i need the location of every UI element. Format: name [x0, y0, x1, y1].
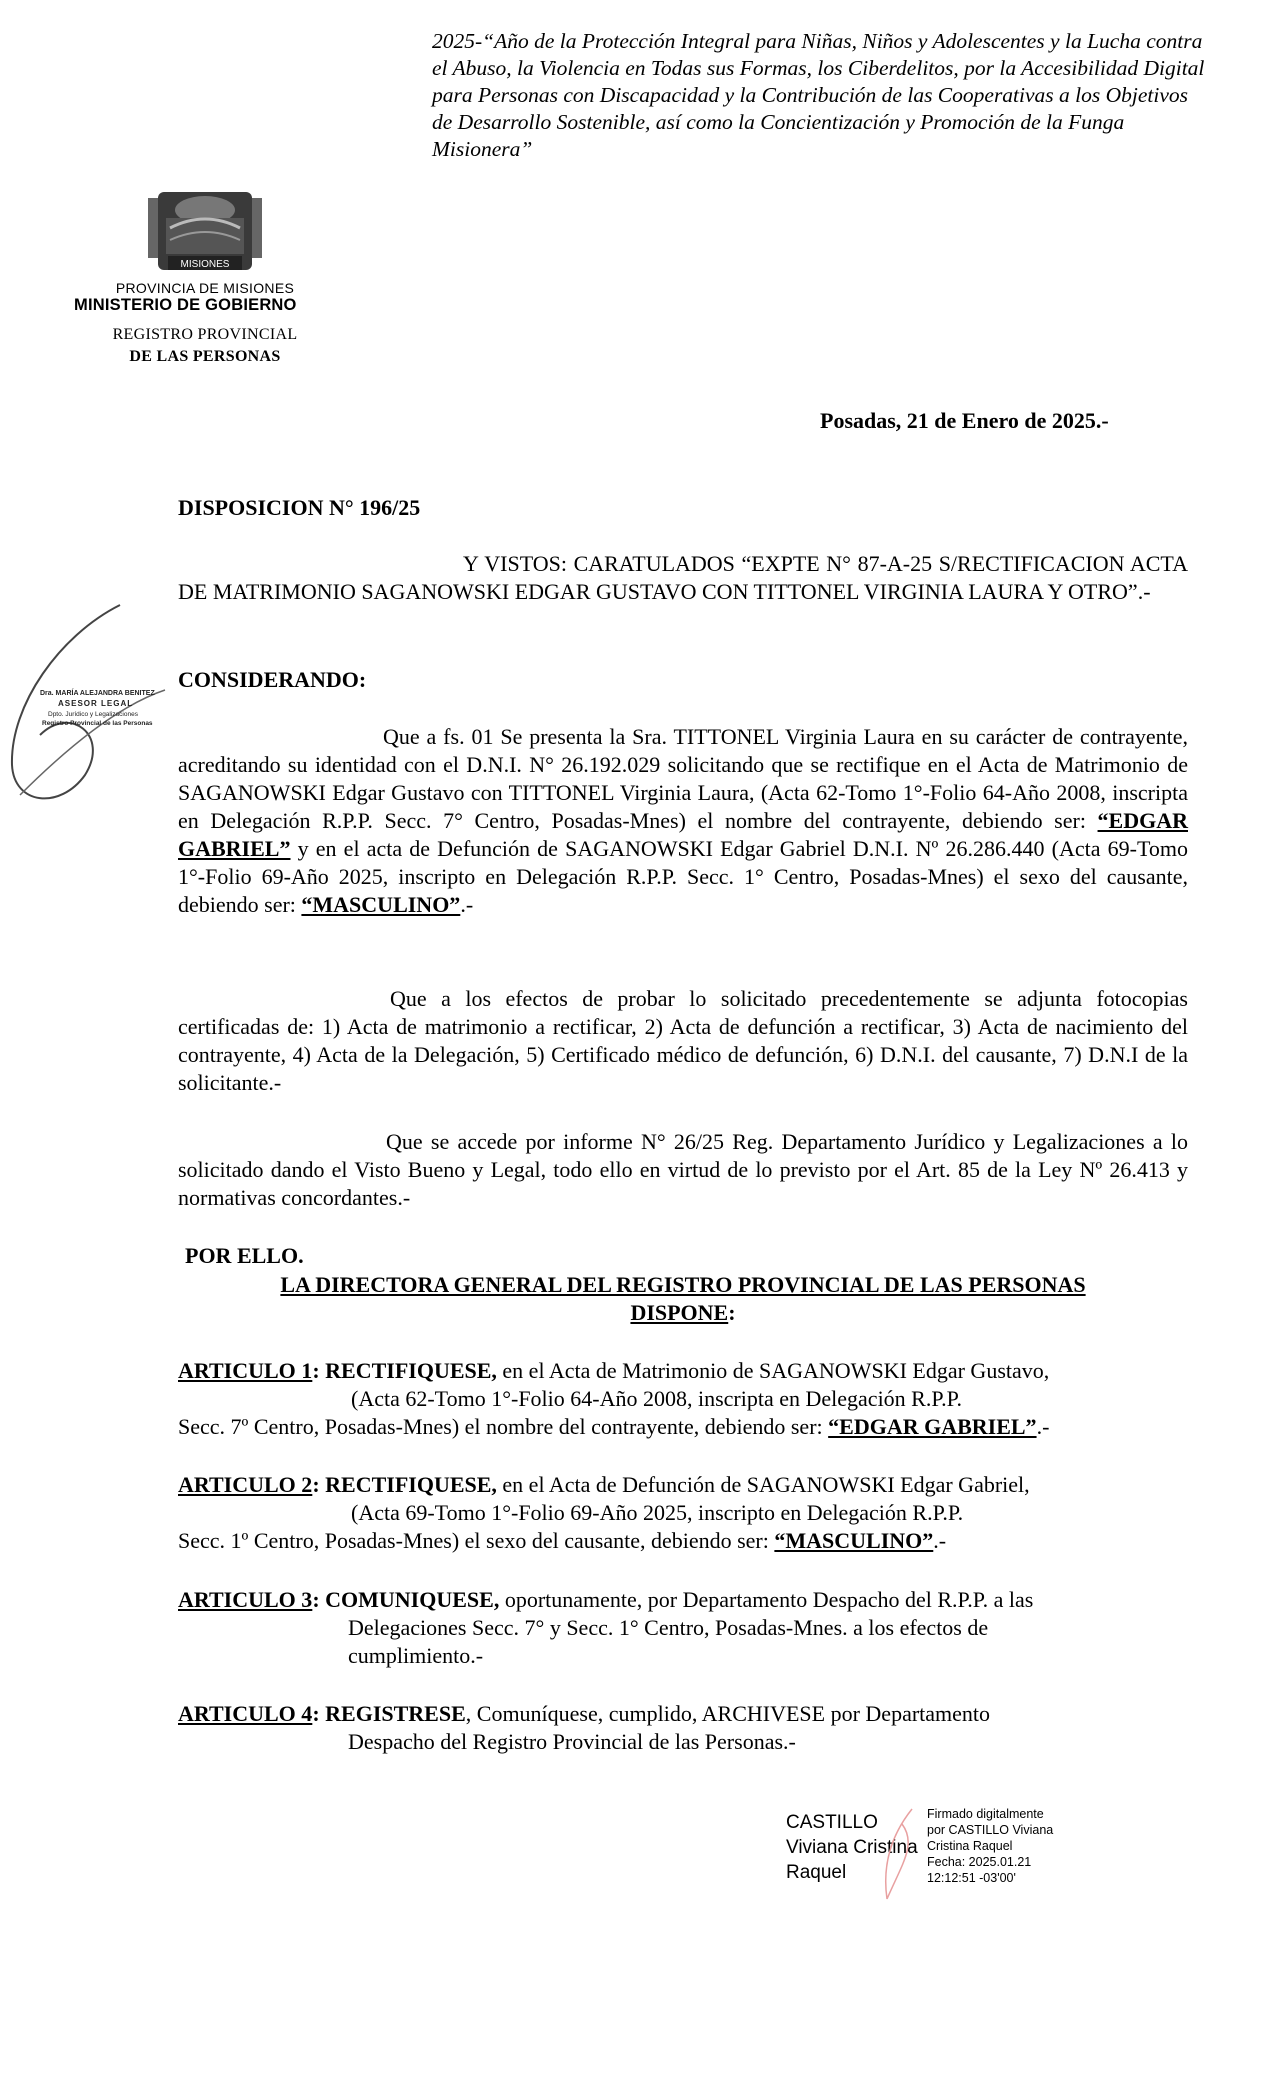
por-ello: POR ELLO. — [185, 1243, 304, 1268]
para1-text-b: y en el acta de Defunción de SAGANOWSKI Edgar Gabriel D.N.I. Nº 26.286.440 (Acta 69-Tomo 1°-Folio 69-Año 2025, inscripto en Delegación R.P.P. Secc. 1° Centro, Posadas-Mnes) el sexo del causante, debiendo ser: — [178, 836, 1188, 917]
signature-info-line-1: Firmado digitalmente — [927, 1807, 1044, 1821]
signature-info-line-2: por CASTILLO Viviana — [927, 1823, 1054, 1837]
signature-info-line-5: 12:12:51 -03'00' — [927, 1871, 1016, 1885]
directora-heading — [178, 1271, 1188, 1327]
article-3-colon: : — [312, 1587, 320, 1612]
article-2-line3: Secc. 1º Centro, Posadas-Mnes) el sexo del causante, debiendo ser: — [178, 1528, 775, 1553]
article-3-verb: COMUNIQUESE, — [325, 1587, 500, 1612]
signature-flourish-icon — [872, 1804, 932, 1904]
seal-line-2: ASESOR LEGAL — [58, 699, 134, 708]
signature-info-line-4: Fecha: 2025.01.21 — [927, 1855, 1032, 1869]
seal-line-4: Registro Provincial de las Personas — [42, 720, 153, 727]
article-3-line3: cumplimiento.- — [348, 1643, 484, 1668]
signer-third-name: Raquel — [786, 1862, 847, 1883]
date-line: Posadas, 21 de Enero de 2025.- — [820, 408, 1109, 433]
ministry-name: MINISTERIO DE GOBIERNO — [74, 296, 297, 314]
article-1-end: .- — [1036, 1414, 1050, 1439]
article-1-line2: (Acta 62-Tomo 1°-Folio 64-Año 2008, inscripta en Delegación R.P.P. — [351, 1386, 962, 1411]
article-1-label: ARTICULO 1 — [178, 1358, 313, 1383]
article-4-colon: : — [312, 1701, 320, 1726]
article-1 — [178, 1357, 1188, 1441]
para1-name-emphasis: “EDGAR GABRIEL” — [178, 808, 1188, 861]
seal-line-1: Dra. MARÍA ALEJANDRA BENITEZ — [40, 690, 155, 697]
article-2-emphasis: “MASCULINO” — [774, 1528, 934, 1553]
article-4 — [178, 1700, 1188, 1756]
article-3-line1: oportunamente, por Departamento Despacho del R.P.P. a las — [499, 1587, 1034, 1612]
crest-text: MISIONES — [180, 259, 230, 270]
article-3-label: ARTICULO 3 — [178, 1587, 313, 1612]
article-4-verb: REGISTRESE — [325, 1701, 466, 1726]
signer-surname: CASTILLO — [786, 1812, 878, 1833]
digital-signature-info — [927, 1806, 1053, 1886]
considerando-title: CONSIDERANDO: — [178, 667, 367, 692]
article-2-label: ARTICULO 2 — [178, 1472, 313, 1497]
article-1-emphasis: “EDGAR GABRIEL” — [828, 1414, 1037, 1439]
registry-line-2: DE LAS PERSONAS — [129, 348, 281, 365]
considerando-paragraph-3: Que se accede por informe N° 26/25 Reg. Departamento Jurídico y Legalizaciones a lo solicitado dando el Visto Bueno y Legal, todo ello en virtud de lo previsto por el Art. 85 de la Ley Nº 26.413 y normativas concordantes.- — [178, 1129, 1188, 1210]
article-2-line2: (Acta 69-Tomo 1°-Folio 69-Año 2025, inscripto en Delegación R.P.P. — [351, 1500, 964, 1525]
signer-given-names: Viviana Cristina — [786, 1837, 918, 1858]
seal-line-3: Dpto. Jurídico y Legalizaciones — [48, 711, 138, 718]
article-1-colon: : — [312, 1358, 320, 1383]
signature-info-line-3: Cristina Raquel — [927, 1839, 1013, 1853]
article-3 — [178, 1586, 1188, 1670]
header-motto: 2025-“Año de la Protección Integral para Niñas, Niños y Adolescentes y la Lucha contra el Abuso, la Violencia en Todas sus Formas, los Ciberdelitos, por la Accesibilidad Digital para Personas con Discapacidad y la Contribución de las Cooperativas a los Objetivos de Desarrollo Sostenible, así como la Concientización y Promoción de la Funga Misionera” — [432, 29, 1205, 161]
article-1-verb: RECTIFIQUESE, — [325, 1358, 497, 1383]
article-2-line1: en el Acta de Defunción de SAGANOWSKI Edgar Gabriel, — [496, 1472, 1030, 1497]
legal-advisor-seal — [0, 595, 175, 815]
article-1-line3: Secc. 7º Centro, Posadas-Mnes) el nombre del contrayente, debiendo ser: — [178, 1414, 829, 1439]
considerando-paragraph-2: Que a los efectos de probar lo solicitado precedentemente se adjunta fotocopias certificadas de: 1) Acta de matrimonio a rectificar, 2) Acta de defunción a rectificar, 3) Acta de nacimiento del contrayente, 4) Acta de la Delegación, 5) Certificado médico de defunción, 6) D.N.I. del causante, 7) D.N.I de la solicitante.- — [178, 986, 1188, 1095]
province-name: PROVINCIA DE MISIONES — [115, 280, 295, 296]
dispone-colon: : — [728, 1300, 736, 1325]
article-1-line1: en el Acta de Matrimonio de SAGANOWSKI Edgar Gustavo, — [496, 1358, 1050, 1383]
article-3-line2: Delegaciones Secc. 7° y Secc. 1° Centro, Posadas-Mnes. a los efectos de — [348, 1615, 989, 1640]
registry-line-1: REGISTRO PROVINCIAL — [112, 326, 298, 343]
disposition-number: DISPOSICION N° 196/25 — [178, 495, 421, 520]
article-2-colon: : — [312, 1472, 320, 1497]
dispone-label: DISPONE — [630, 1300, 729, 1325]
considerando-paragraph-1 — [178, 723, 1188, 919]
article-4-label: ARTICULO 4 — [178, 1701, 313, 1726]
para1-sex-emphasis: “MASCULINO” — [301, 892, 461, 917]
article-4-line2: Despacho del Registro Provincial de las Personas.- — [348, 1729, 796, 1754]
article-2-verb: RECTIFIQUESE, — [325, 1472, 497, 1497]
vistos-paragraph: Y VISTOS: CARATULADOS “EXPTE N° 87-A-25 S/RECTIFICACION ACTA DE MATRIMONIO SAGANOWSKI EDGAR GUSTAVO CON TITTONEL VIRGINIA LAURA Y OTRO”.- — [178, 551, 1188, 604]
para1-end: .- — [460, 892, 474, 917]
article-2-end: .- — [933, 1528, 947, 1553]
article-2 — [178, 1471, 1188, 1555]
para1-text-a: Que a fs. 01 Se presenta la Sra. TITTONEL Virginia Laura en su carácter de contrayente, acreditando su identidad con el D.N.I. N° 26.192.029 solicitando que se rectifique en el Acta de Matrimonio de SAGANOWSKI Edgar Gustavo con TITTONEL Virginia Laura, (Acta 62-Tomo 1°-Folio 64-Año 2008, inscripta en Delegación R.P.P. Secc. 7° Centro, Posadas-Mnes) el nombre del contrayente, debiendo ser: — [178, 724, 1188, 833]
article-4-line1: , Comuníquese, cumplido, ARCHIVESE por Departamento — [465, 1701, 991, 1726]
directora-line: LA DIRECTORA GENERAL DEL REGISTRO PROVINCIAL DE LAS PERSONAS — [280, 1272, 1086, 1297]
